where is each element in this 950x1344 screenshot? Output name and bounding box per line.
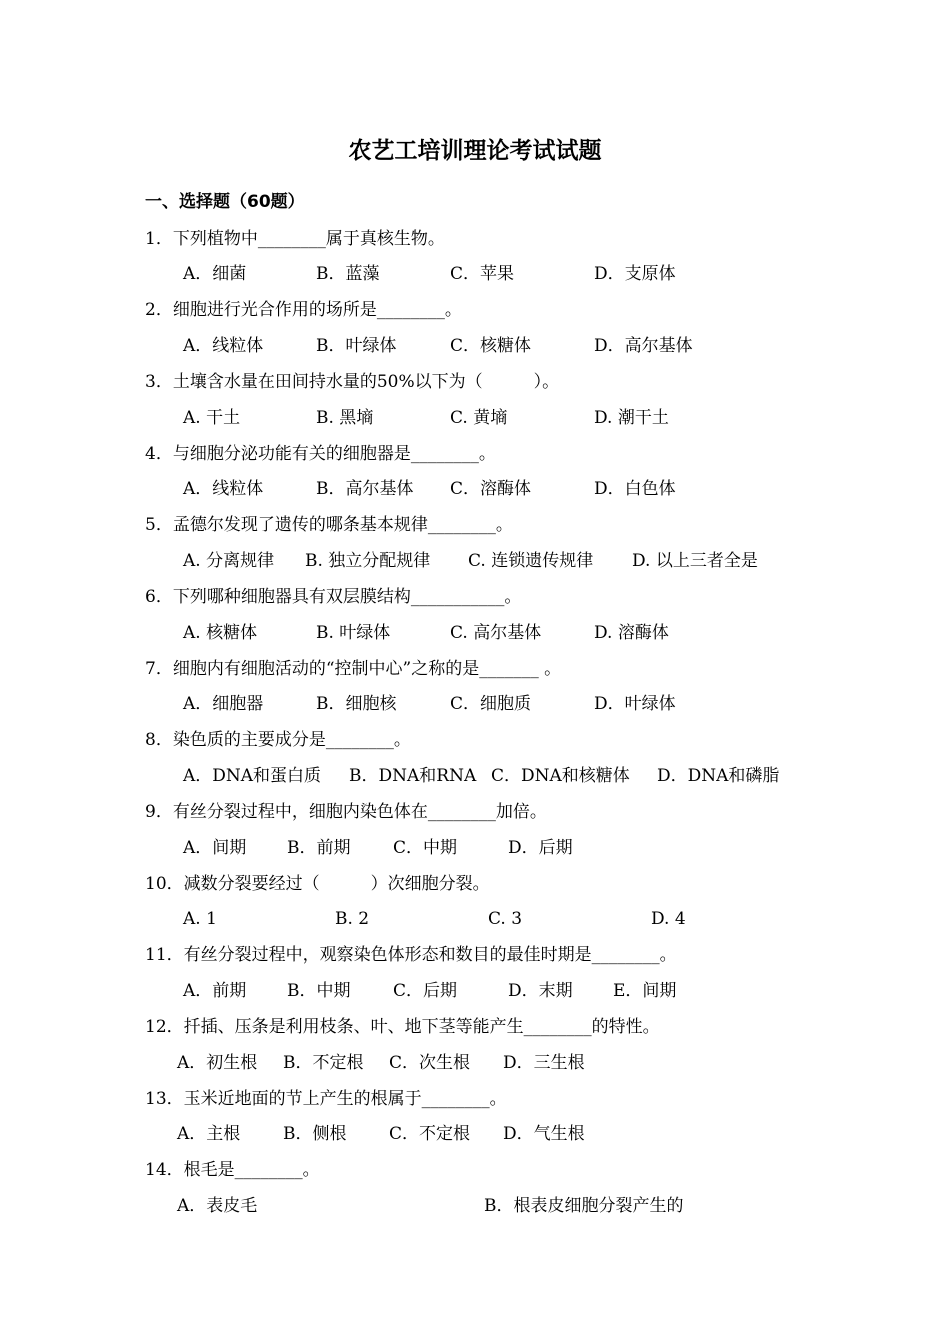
section-heading: 一、选择题（60题） [145, 192, 305, 212]
answer-option: C．后期 [393, 981, 458, 1001]
answer-option: D．气生根 [503, 1124, 585, 1144]
answer-option: A．前期 [183, 981, 247, 1001]
answer-option: B．侧根 [283, 1124, 347, 1144]
answer-option: D．末期 [508, 981, 573, 1001]
question-stem: 13．玉米近地面的节上产生的根属于________。 [145, 1089, 507, 1109]
answer-option: D．支原体 [594, 264, 676, 284]
answer-option: C. 黄墒 [450, 408, 508, 428]
question-stem: 1．下列植物中________属于真核生物。 [145, 229, 445, 249]
question-stem: 5．孟德尔发现了遗传的哪条基本规律________。 [145, 515, 513, 535]
answer-option: B．高尔基体 [316, 479, 414, 499]
answer-option: D．DNA和磷脂 [657, 766, 780, 786]
answer-option: D．后期 [508, 838, 573, 858]
answer-option: C．溶酶体 [450, 479, 532, 499]
answer-option: D. 以上三者全是 [632, 551, 758, 571]
question-stem: 7．细胞内有细胞活动的“控制中心”之称的是_______ 。 [145, 659, 562, 679]
question-stem: 9．有丝分裂过程中，细胞内染色体在________加倍。 [145, 802, 547, 822]
question-stem: 2．细胞进行光合作用的场所是________。 [145, 300, 462, 320]
answer-option: B. 2 [335, 909, 370, 929]
question-stem: 3．土壤含水量在田间持水量的50%以下为（ ）。 [145, 372, 560, 392]
answer-option: A. 核糖体 [183, 623, 258, 643]
question-stem: 6．下列哪种细胞器具有双层膜结构___________。 [145, 587, 522, 607]
answer-option: C．核糖体 [450, 336, 532, 356]
question-stem: 11．有丝分裂过程中，观察染色体形态和数目的最佳时期是________。 [145, 945, 677, 965]
answer-option: D．白色体 [594, 479, 676, 499]
answer-option: A．表皮毛 [177, 1196, 258, 1216]
question-stem: 12．扦插、压条是利用枝条、叶、地下茎等能产生________的特性。 [145, 1017, 660, 1037]
question-stem: 10．减数分裂要经过（ ）次细胞分裂。 [145, 874, 490, 894]
answer-option: C．中期 [393, 838, 458, 858]
answer-option: B. 黑墒 [316, 408, 374, 428]
answer-option: B．DNA和RNA [349, 766, 477, 786]
answer-option: C．苹果 [450, 264, 515, 284]
answer-option: C．细胞质 [450, 694, 532, 714]
answer-option: D. 潮干土 [594, 408, 669, 428]
answer-option: D．叶绿体 [594, 694, 676, 714]
question-stem: 4．与细胞分泌功能有关的细胞器是________。 [145, 444, 496, 464]
answer-option: D．高尔基体 [594, 336, 693, 356]
answer-option: B. 叶绿体 [316, 623, 391, 643]
answer-option: B．蓝藻 [316, 264, 380, 284]
answer-option: B. 独立分配规律 [305, 551, 431, 571]
answer-option: A．主根 [177, 1124, 241, 1144]
answer-option: B．细胞核 [316, 694, 397, 714]
answer-option: C. 3 [488, 909, 523, 929]
question-stem: 14．根毛是________。 [145, 1160, 320, 1180]
answer-option: A. 1 [183, 909, 217, 929]
document-title: 农艺工培训理论考试试题 [348, 138, 602, 164]
answer-option: B．中期 [287, 981, 351, 1001]
answer-option: A．细胞器 [183, 694, 264, 714]
answer-option: A．DNA和蛋白质 [183, 766, 322, 786]
answer-option: E．间期 [613, 981, 677, 1001]
answer-option: C. 连锁遗传规律 [468, 551, 594, 571]
answer-option: A．线粒体 [183, 479, 264, 499]
answer-option: B．不定根 [283, 1053, 364, 1073]
answer-option: A．线粒体 [183, 336, 264, 356]
answer-option: B．叶绿体 [316, 336, 397, 356]
answer-option: A. 干土 [183, 408, 241, 428]
answer-option: B．前期 [287, 838, 351, 858]
answer-option: D．三生根 [503, 1053, 585, 1073]
answer-option: D. 溶酶体 [594, 623, 669, 643]
answer-option: D. 4 [651, 909, 686, 929]
answer-option: C．DNA和核糖体 [491, 766, 630, 786]
answer-option: A．细菌 [183, 264, 247, 284]
answer-option: A．间期 [183, 838, 247, 858]
answer-option: C．次生根 [389, 1053, 471, 1073]
answer-option: A. 分离规律 [183, 551, 275, 571]
answer-option: B．根表皮细胞分裂产生的 [484, 1196, 684, 1216]
answer-option: C．不定根 [389, 1124, 471, 1144]
answer-option: C. 高尔基体 [450, 623, 542, 643]
question-stem: 8．染色质的主要成分是________。 [145, 730, 411, 750]
answer-option: A．初生根 [177, 1053, 258, 1073]
